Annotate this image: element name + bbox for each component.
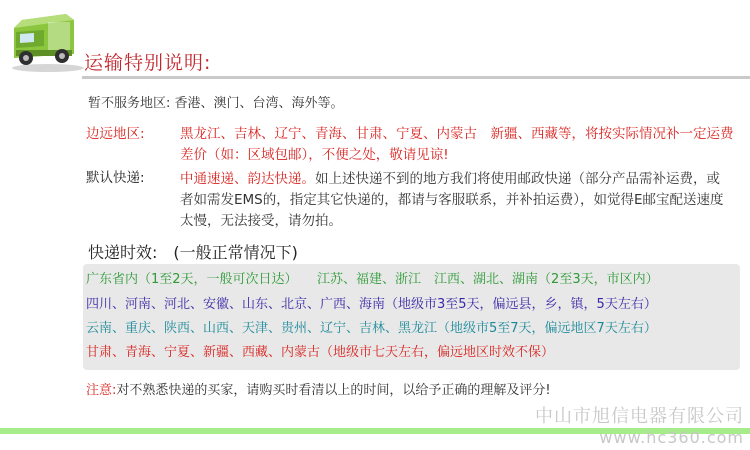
- header-divider: [82, 76, 750, 79]
- header: [0, 0, 750, 82]
- delivery-truck-icon: [8, 10, 88, 74]
- remote-area-label: 边远地区:: [86, 126, 145, 142]
- no-service-notice: 暂不服务地区: 香港、澳门、台湾、海外等。: [88, 96, 344, 111]
- caution-text: 对不熟悉快递的买家，请购买时看清以上的时间，以给予正确的理解及评分!: [116, 383, 551, 398]
- delivery-time-title: 快递时效: (一般正常情况下): [88, 243, 298, 262]
- company-watermark: 中山市旭信电器有限公司: [535, 406, 744, 427]
- default-express-text: [180, 169, 725, 232]
- website-watermark: www.hc360.com: [599, 428, 744, 447]
- caution-label: 注意:: [86, 383, 117, 398]
- caution-note: [86, 379, 551, 398]
- default-express-detail: 如上述快递不到的地方我们将使用邮政快递（部分产品需补运费，或者如需发EMS的，指定其它快递的，都请与客服联系，并补拍运费），如觉得E邮宝配送速度太慢，无法接受，请勿拍。: [180, 171, 724, 229]
- zone-row: 四川、河南、河北、安徽、山东、北京、广西、海南（地级市3至5天，偏远县，乡，镇，5天左右）: [86, 297, 657, 312]
- page-title: 运输特别说明:: [84, 52, 212, 74]
- remote-area-text: 黑龙江、吉林、辽宁、青海、甘肃、宁夏、内蒙古 新疆、西藏等，将按实际情况补一定运费差价（如：区域包邮），不便之处，敬请见谅!: [180, 126, 734, 163]
- zone-row: 云南、重庆、陕西、山西、天津、贵州、辽宁、吉林、黑龙江（地级市5至7天，偏远地区7天左右）: [86, 321, 657, 336]
- zone-row: 甘肃、青海、宁夏、新疆、西藏、内蒙古（地级市七天左右，偏远地区时效不保）: [86, 345, 555, 360]
- default-express-highlight: 中通速递、韵达快递。: [180, 171, 315, 187]
- zone-row: 广东省内（1至2天，一般可次日达） 江苏、福建、浙江 江西、湖北、湖南（2至3天，市区内）: [86, 272, 659, 287]
- default-express-label: 默认快递:: [86, 170, 145, 186]
